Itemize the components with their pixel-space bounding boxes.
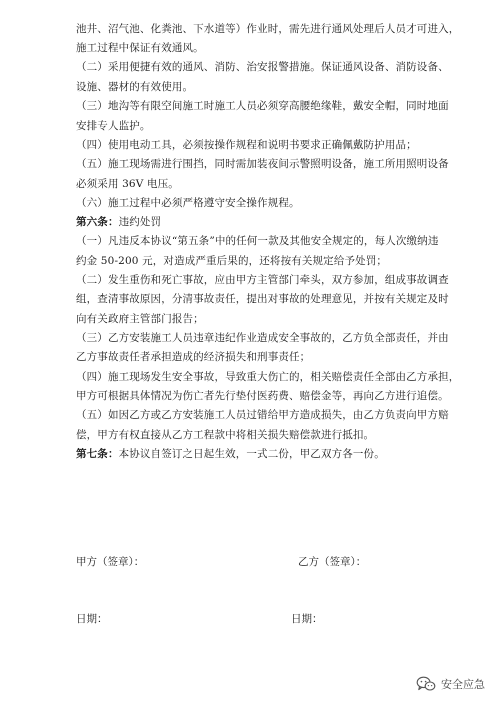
body-line: （六）施工过程中必须严格遵守安全操作规程。 <box>76 197 300 209</box>
article6-line: 甲方可根据具体情况为伤亡者先行垫付医药费、赔偿金等，再向乙方进行追偿。 <box>76 390 449 402</box>
article7-title: 第七条： <box>76 448 119 460</box>
article6-line: （一）凡违反本协议“第五条”中的任何一款及其他安全规定的，每人次缴纳违 <box>76 235 439 247</box>
body-line: （四）使用电动工具，必须按操作规程和说明书要求正确佩戴防护用品； <box>76 139 417 151</box>
article6-line: 偿，甲方有权直接从乙方工程款中将相关损失赔偿款进行抵扣。 <box>76 429 375 441</box>
body-line: 安排专人监护。 <box>76 120 151 132</box>
article6-line: 约金 50-200 元，对造成严重后果的，还将按有关规定给予处罚； <box>76 255 388 267</box>
article6-line: （五）如因乙方或乙方安装施工人员过错给甲方造成损失，由乙方负责向甲方赔 <box>76 409 449 421</box>
body-line: 设施、器材的有效使用。 <box>76 81 194 93</box>
body-line: 必须采用 36V 电压。 <box>76 178 179 190</box>
article6-line: 组，查清事故原因，分清事故责任，提出对事故的处理意见，并按有关规定及时 <box>76 293 449 305</box>
wechat-watermark <box>416 676 485 692</box>
body-line: 池井、沼气池、化粪池、下水道等）作业时，需先进行通风处理后人员才可进入， <box>76 23 460 35</box>
party-a-signature-label: 甲方（签章）： <box>76 556 145 568</box>
article6-line: 乙方事故责任者承担造成的经济损失和刑事责任； <box>76 351 311 363</box>
wechat-icon <box>416 676 436 692</box>
article6-line: （四）施工现场发生安全事故，导致重大伤亡的，相关赔偿责任全部由乙方承担， <box>76 371 460 383</box>
body-line: （二）采用便捷有效的通风、消防、治安报警措施。保证通风设备、消防设备、 <box>76 61 449 73</box>
article7-line <box>76 447 385 461</box>
article6-line: （二）发生重伤和死亡事故，应由甲方主管部门牵头，双方参加，组成事故调查 <box>76 274 449 286</box>
article6-line: 向有关政府主管部门报告； <box>76 313 204 325</box>
party-b-signature-label: 乙方（签章）： <box>298 556 367 568</box>
article6-line: （三）乙方安装施工人员违章违纪作业造成安全事故的，乙方负全部责任，并由 <box>76 332 449 344</box>
party-a-date-label: 日期： <box>76 613 108 625</box>
party-b-date-label: 日期： <box>291 613 323 625</box>
body-line: 施工过程中保证有效通风。 <box>76 42 204 54</box>
article7-text: 本协议自签订之日起生效，一式二份，甲乙双方各一份。 <box>118 448 385 460</box>
body-line: （五）施工现场需进行围挡，同时需加装夜间示警照明设备，施工所用照明设备 <box>76 158 449 170</box>
body-line: （三）地沟等有限空间施工时施工人员必须穿高腰绝缘鞋，戴安全帽，同时地面 <box>76 100 449 112</box>
article6-heading <box>76 215 161 229</box>
watermark-text: 安全应急 <box>441 678 485 691</box>
article6-title: 第六条： <box>76 216 119 228</box>
article6-subtitle: 违约处罚 <box>118 216 162 228</box>
